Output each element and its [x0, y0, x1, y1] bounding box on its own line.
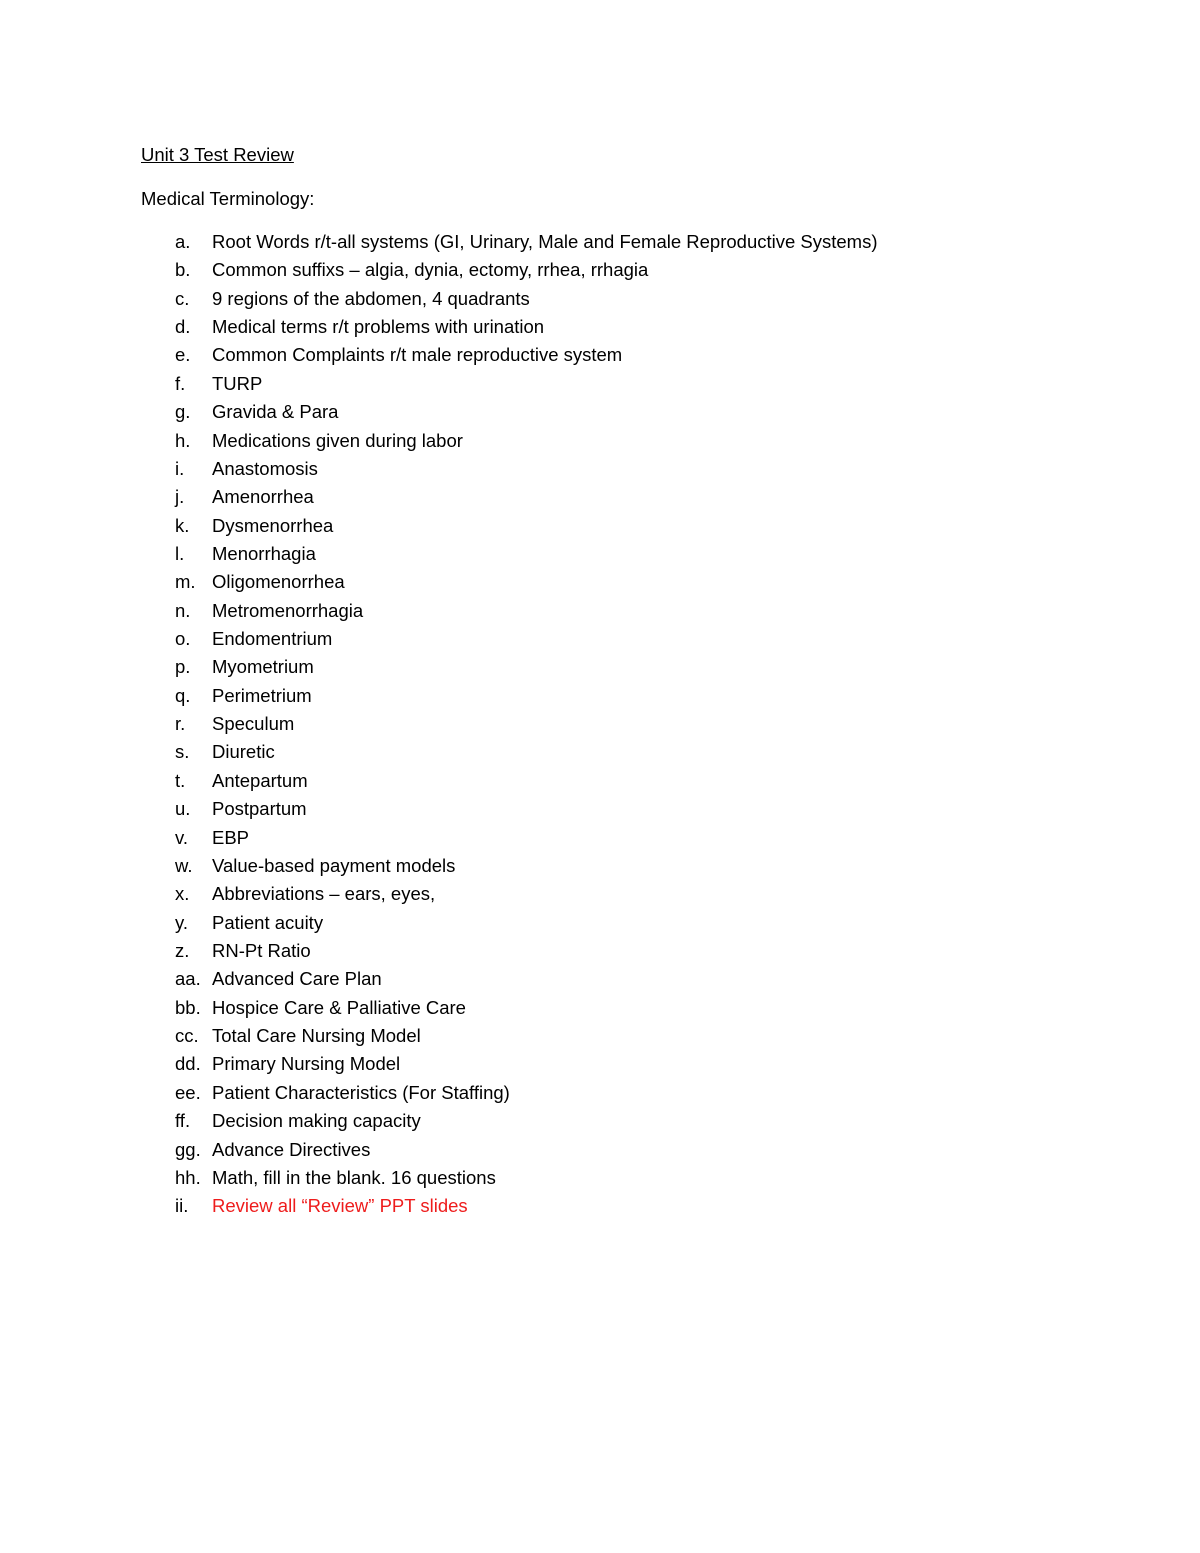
list-item-text: Antepartum [212, 769, 308, 791]
list-item-marker: i. [175, 457, 185, 479]
list-item-marker: r. [175, 713, 186, 735]
list-item-marker: u. [175, 798, 191, 820]
list-item-text: Speculum [212, 713, 295, 735]
list-item-marker: f. [175, 372, 186, 394]
list-item-text: Dysmenorrhea [212, 514, 334, 536]
list-item [0, 684, 1000, 712]
list-item-text: Patient acuity [212, 911, 324, 933]
list-item [0, 911, 1000, 939]
list-item [0, 826, 1000, 854]
list-item-text: Abbreviations – ears, eyes, [212, 883, 436, 905]
list-item [0, 797, 1000, 825]
list-item-text: TURP [212, 372, 263, 394]
list-item-marker: k. [175, 514, 190, 536]
list-item-text: Primary Nursing Model [212, 1053, 401, 1075]
list-item [0, 1081, 1000, 1109]
list-item [0, 258, 1000, 286]
list-item [0, 740, 1000, 768]
list-item [0, 287, 1000, 315]
list-item-text: Patient Characteristics (For Staffing) [212, 1081, 510, 1103]
list-item [0, 1194, 1000, 1222]
review-item-list [0, 230, 1000, 1223]
list-item-marker: z. [175, 939, 190, 961]
list-item-marker: w. [175, 854, 193, 876]
list-item-text: Advance Directives [212, 1138, 371, 1160]
list-item-text: Postpartum [212, 798, 307, 820]
list-item [0, 514, 1000, 542]
list-item-text: Endomentrium [212, 628, 333, 650]
list-item-marker: ee. [175, 1081, 201, 1103]
list-item-marker: dd. [175, 1053, 201, 1075]
list-item-marker: o. [175, 628, 191, 650]
list-item-text: Common Complaints r/t male reproductive system [212, 344, 623, 366]
list-item-marker: ff. [175, 1110, 191, 1132]
list-item-marker: l. [175, 542, 185, 564]
list-item [0, 542, 1000, 570]
list-item [0, 939, 1000, 967]
list-item-text: EBP [212, 826, 250, 848]
list-item-marker: cc. [175, 1025, 199, 1047]
list-item [0, 854, 1000, 882]
list-item-marker: bb. [175, 996, 201, 1018]
list-item-text: Medical terms r/t problems with urination [212, 316, 545, 338]
list-item-text: Hospice Care & Palliative Care [212, 996, 466, 1018]
list-item [0, 1024, 1000, 1052]
list-item-text: Gravida & Para [212, 401, 339, 423]
list-item-marker: gg. [175, 1138, 201, 1160]
list-item-marker: g. [175, 401, 191, 423]
list-item-marker: v. [175, 826, 189, 848]
list-item [0, 996, 1000, 1024]
list-item [0, 599, 1000, 627]
list-item-text: Review all “Review” PPT slides [212, 1195, 468, 1217]
document-title: Unit 3 Test Review [141, 144, 294, 165]
list-item-text: Advanced Care Plan [212, 968, 382, 990]
list-item-text: Total Care Nursing Model [212, 1025, 421, 1047]
list-item-text: Perimetrium [212, 684, 312, 706]
list-item-text: Decision making capacity [212, 1110, 421, 1132]
list-item-marker: t. [175, 769, 186, 791]
list-item [0, 712, 1000, 740]
list-item-text: Myometrium [212, 656, 314, 678]
list-item-marker: d. [175, 316, 191, 338]
list-item-marker: s. [175, 741, 190, 763]
list-item [0, 1138, 1000, 1166]
list-item-text: Anastomosis [212, 457, 318, 479]
list-item [0, 769, 1000, 797]
list-item [0, 1166, 1000, 1194]
section-heading: Medical Terminology: [141, 188, 315, 209]
list-item-marker: q. [175, 684, 191, 706]
list-item-text: RN-Pt Ratio [212, 939, 311, 961]
list-item-marker: b. [175, 259, 191, 281]
list-item [0, 429, 1000, 457]
list-item-marker: y. [175, 911, 189, 933]
list-item-text: Amenorrhea [212, 486, 314, 508]
list-item-marker: j. [175, 486, 185, 508]
list-item [0, 967, 1000, 995]
list-item-text: 9 regions of the abdomen, 4 quadrants [212, 287, 530, 309]
list-item [0, 655, 1000, 683]
list-item-marker: x. [175, 883, 190, 905]
list-item [0, 230, 1000, 258]
list-item-marker: hh. [175, 1166, 201, 1188]
list-item [0, 372, 1000, 400]
list-item [0, 457, 1000, 485]
list-item-marker: e. [175, 344, 191, 366]
list-item-text: Math, fill in the blank. 16 questions [212, 1166, 496, 1188]
list-item-text: Oligomenorrhea [212, 571, 345, 593]
list-item-text: Root Words r/t-all systems (GI, Urinary, Male and Female Reproductive Systems) [212, 231, 878, 252]
list-item-text: Value-based payment models [212, 854, 456, 876]
list-item-marker: h. [175, 429, 191, 451]
list-item [0, 882, 1000, 910]
list-item-marker: c. [175, 287, 190, 309]
list-item-marker: n. [175, 599, 191, 621]
list-item [0, 1052, 1000, 1080]
list-item-text: Medications given during labor [212, 429, 463, 451]
list-item [0, 627, 1000, 655]
list-item-marker: aa. [175, 968, 201, 990]
list-item-marker: p. [175, 656, 191, 678]
list-item-text: Common suffixs – algia, dynia, ectomy, rrhea, rrhagia [212, 259, 649, 281]
list-item-marker: m. [175, 571, 196, 593]
list-item [0, 1109, 1000, 1137]
list-item-text: Menorrhagia [212, 542, 316, 564]
list-item-marker: ii. [175, 1195, 189, 1217]
list-item [0, 343, 1000, 371]
list-item [0, 570, 1000, 598]
list-item [0, 315, 1000, 343]
list-item [0, 485, 1000, 513]
list-item-text: Metromenorrhagia [212, 599, 364, 621]
list-item-text: Diuretic [212, 741, 275, 763]
list-item-marker: a. [175, 231, 191, 252]
list-item [0, 400, 1000, 428]
